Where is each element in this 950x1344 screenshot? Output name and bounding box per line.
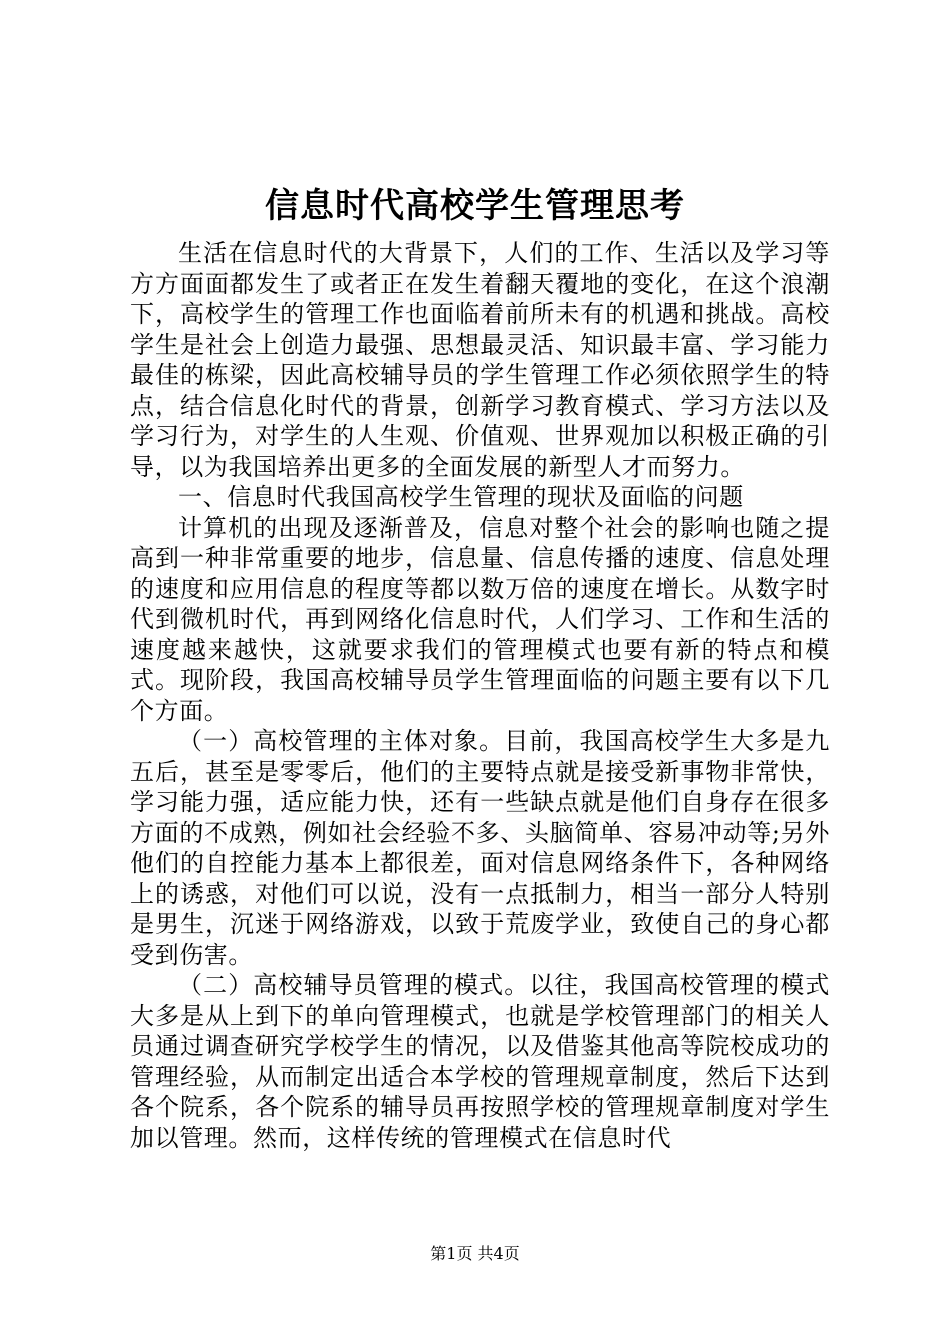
paragraph-intro: 生活在信息时代的大背景下，人们的工作、生活以及学习等方方面面都发生了或者正在发生着翻天覆地的变化，在这个浪潮下，高校学生的管理工作也面临着前所未有的机遇和挑战。高校学生是社会上创造力最强、思想最灵活、知识最丰富、学习能力最佳的栋梁，因此高校辅导员的学生管理工作必须依照学生的特点，结合信息化时代的背景，创新学习教育模式、学习方法以及学习行为，对学生的人生观、价值观、世界观加以积极正确的引导，以为我国培养出更多的全面发展的新型人才而努力。 <box>130 239 830 481</box>
paragraph-subsection-2: （二）高校辅导员管理的模式。以往，我国高校管理的模式大多是从上到下的单向管理模式，也就是学校管理部门的相关人员通过调查研究学校学生的情况，以及借鉴其他高等院校成功的管理经验，从而制定出适合本学校的管理规章制度，然后下达到各个院系，各个院系的辅导员再按照学校的管理规章制度对学生加以管理。然而，这样传统的管理模式在信息时代 <box>130 971 830 1152</box>
section-heading-1: 一、信息时代我国高校学生管理的现状及面临的问题 <box>178 483 744 511</box>
document-title: 信息时代高校学生管理思考 <box>265 186 685 226</box>
paragraph-subsection-1: （一）高校管理的主体对象。目前，我国高校学生大多是九五后，甚至是零零后，他们的主要特点就是接受新事物非常快，学习能力强，适应能力快，还有一些缺点就是他们自身存在很多方面的不成熟，例如社会经验不多、头脑简单、容易冲动等;另外他们的自控能力基本上都很差，面对信息网络条件下，各种网络上的诱惑，对他们可以说，没有一点抵制力，相当一部分人特别是男生，沉迷于网络游戏，以致于荒废学业，致使自己的身心都受到伤害。 <box>130 727 830 969</box>
document-body <box>130 238 830 1153</box>
paragraph-section-1: 计算机的出现及逐渐普及，信息对整个社会的影响也随之提高到一种非常重要的地步，信息量、信息传播的速度、信息处理的速度和应用信息的程度等都以数万倍的速度在增长。从数字时代到微机时代，再到网络化信息时代，人们学习、工作和生活的速度越来越快，这就要求我们的管理模式也要有新的特点和模式。现阶段，我国高校辅导员学生管理面临的问题主要有以下几个方面。 <box>130 513 830 725</box>
page-number-footer: 第1页 共4页 <box>430 1244 520 1263</box>
